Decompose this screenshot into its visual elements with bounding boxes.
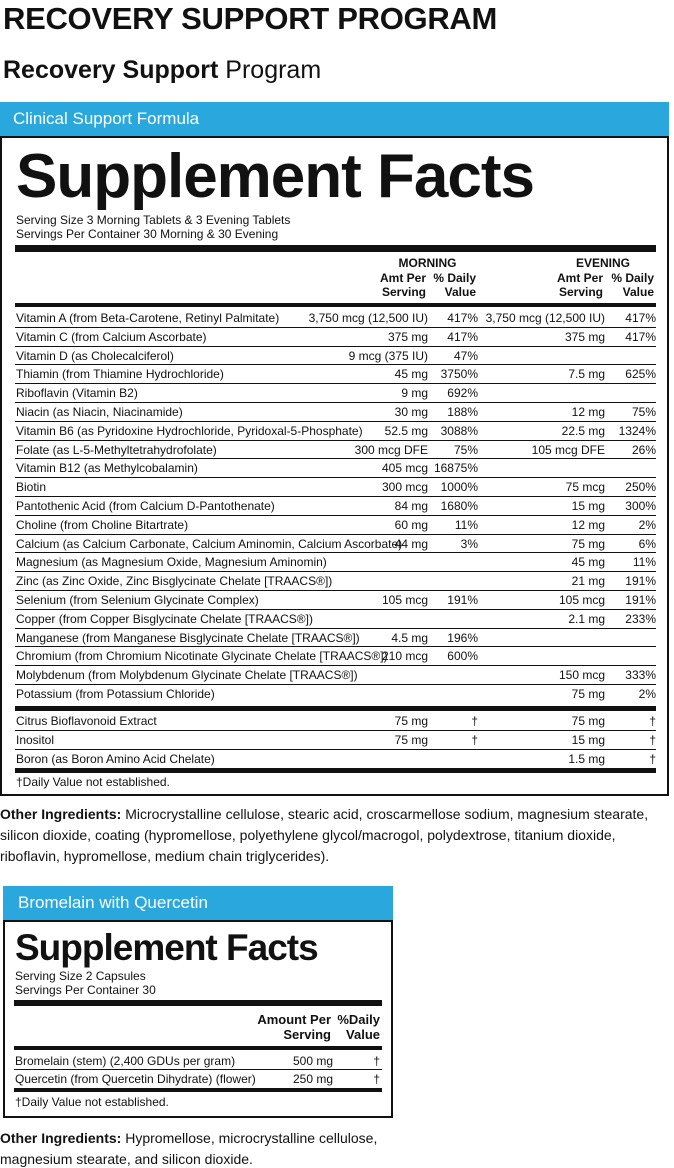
table-row [15, 591, 656, 610]
nutrient-name: Folate (as L-5-Methyltetrahydrofolate) [16, 442, 217, 457]
header-rule-2 [14, 1046, 382, 1050]
nutrient-name: Boron (as Boron Amino Acid Chelate) [16, 751, 215, 766]
evening-daily-value: 300% [625, 499, 656, 513]
evening-amount: 12 mg [571, 405, 605, 419]
subtitle-bold: Recovery Support [3, 56, 219, 84]
morning-amount: 60 mg [394, 517, 428, 532]
morning-daily-value: 196% [447, 630, 478, 645]
nutrient-name: Vitamin B6 (as Pyridoxine Hydrochloride, Pyridoxal-5-Phosphate) [16, 423, 363, 438]
morning-amt-header: Amt Per Serving [379, 271, 426, 299]
nutrient-name: Vitamin D (as Cholecalciferol) [16, 348, 174, 363]
morning-daily-value: 692% [447, 386, 478, 401]
evening-amount: 75 mg [571, 714, 605, 728]
morning-daily-value: 47% [453, 348, 478, 363]
servings-per-container-2: Servings Per Container 30 [15, 983, 156, 997]
morning-daily-value: 16875% [433, 461, 478, 476]
morning-daily-value: 11% [454, 517, 478, 532]
evening-daily-value: 26% [631, 442, 656, 457]
nutrient-name: Niacin (as Niacin, Niacinamide) [16, 405, 183, 419]
evening-daily-value: 333% [625, 668, 656, 683]
morning-amount: 30 mg [394, 405, 428, 419]
nutrient-name: Citrus Bioflavonoid Extract [16, 714, 157, 728]
evening-amount: 45 mg [571, 555, 605, 570]
other-ingredients-text: Microcrystalline cellulose, stearic acid, croscarmellose sodium, magnesium stearate, silicon dioxide, coating (hypromellose, polyethylene glycol/macrogol, polydextrose, titanium dioxide, riboflavin, hypromellose, medium chain triglycerides). [0, 806, 649, 864]
morning-amount: 3,750 mcg (12,500 IU) [308, 311, 428, 325]
morning-amount: 210 mcg [381, 649, 428, 664]
table-row [15, 347, 656, 366]
evening-daily-value: † [649, 732, 656, 747]
morning-amount: 52.5 mg [384, 423, 428, 438]
section-rule [15, 706, 656, 711]
morning-amount: 300 mcg DFE [354, 442, 428, 457]
table-row [15, 666, 656, 685]
table-row [15, 731, 656, 750]
morning-amount: 4.5 mg [391, 630, 428, 645]
morning-amount: 405 mcg [381, 461, 428, 476]
evening-daily-value: 6% [638, 536, 656, 551]
supplement-facts-heading: Supplement Facts [16, 142, 534, 211]
evening-daily-value: 191% [625, 574, 656, 589]
evening-daily-value: 625% [625, 367, 656, 382]
morning-daily-value: † [471, 714, 478, 728]
morning-daily-value: 600% [447, 649, 478, 664]
tab-clinical-support-formula: Clinical Support Formula [0, 102, 669, 136]
nutrient-name: Molybdenum (from Molybdenum Glycinate Chelate [TRAACS®]) [16, 668, 358, 683]
table-row [15, 535, 656, 554]
other-ingredients-2 [0, 1128, 420, 1168]
morning-amount: 45 mg [394, 367, 428, 382]
table-row [15, 750, 656, 769]
evening-daily-value: † [649, 751, 656, 766]
evening-daily-value: † [649, 714, 656, 728]
morning-amount: 44 mg [394, 536, 428, 551]
morning-daily-value: 188% [447, 405, 478, 419]
thick-rule [15, 245, 656, 252]
evening-daily-value: 417% [625, 329, 656, 344]
evening-daily-value: 11% [632, 555, 656, 570]
nutrient-name: Manganese (from Manganese Bisglycinate Chelate [TRAACS®]) [16, 630, 360, 645]
table-row [15, 610, 656, 629]
morning-daily-value: † [471, 732, 478, 747]
nutrient-name: Vitamin A (from Beta-Carotene, Retinyl Palmitate) [16, 311, 280, 325]
ingredient-name: Quercetin (from Quercetin Dihydrate) (flower) [15, 1072, 256, 1086]
morning-amount: 105 mcg [381, 593, 428, 607]
supplement-facts-panel-2 [3, 920, 393, 1118]
table-row [15, 647, 656, 666]
table-row [15, 328, 656, 347]
nutrient-name: Inositol [16, 732, 55, 747]
evening-amount: 75 mg [571, 536, 605, 551]
evening-amount: 22.5 mg [561, 423, 605, 438]
table-row [15, 497, 656, 516]
nutrient-name: Vitamin C (from Calcium Ascorbate) [16, 329, 207, 344]
evening-label: EVENING [575, 256, 630, 270]
evening-amount: 3,750 mcg (12,500 IU) [485, 311, 605, 325]
bottom-rule [15, 768, 656, 773]
morning-dv-header: % Daily Value [433, 271, 476, 299]
ingredient-daily-value: † [373, 1054, 380, 1068]
evening-amount: 105 mcg [558, 593, 605, 607]
nutrient-name: Choline (from Choline Bitartrate) [16, 517, 189, 532]
morning-daily-value: 417% [447, 329, 478, 344]
footnote-2: †Daily Value not established. [15, 1095, 169, 1109]
supplement-facts-panel-1 [0, 136, 669, 796]
dv-header-2: %Daily Value [337, 1012, 380, 1042]
morning-amount: 375 mg [387, 329, 428, 344]
morning-amount: 84 mg [394, 499, 428, 513]
supplement-facts-heading-2: Supplement Facts [15, 927, 318, 968]
nutrient-name: Pantothenic Acid (from Calcium D-Pantothenate) [16, 499, 275, 513]
table-row [15, 478, 656, 497]
evening-daily-value: 75% [631, 405, 656, 419]
morning-amount: 300 mcg [381, 480, 428, 495]
evening-amount: 75 mg [571, 687, 605, 701]
nutrient-name: Potassium (from Potassium Chloride) [16, 687, 215, 701]
table-row [15, 685, 656, 704]
other-ingredients-text-2: Hypromellose, microcrystalline cellulose, magnesium stearate, and silicon dioxide. [0, 1130, 378, 1167]
evening-daily-value: 250% [625, 480, 656, 495]
morning-label: MORNING [398, 256, 457, 270]
evening-amount: 15 mg [571, 499, 605, 513]
tab-bromelain-with-quercetin: Bromelain with Quercetin [3, 886, 393, 920]
bottom-rule-2 [14, 1088, 382, 1092]
evening-amount: 375 mg [564, 329, 605, 344]
subtitle-regular: Program [225, 56, 322, 84]
evening-amount: 150 mcg [558, 668, 605, 683]
evening-amount: 105 mcg DFE [531, 442, 605, 457]
table-row [15, 712, 656, 731]
morning-daily-value: 3750% [440, 367, 478, 382]
table-row [15, 572, 656, 591]
header-rule [15, 303, 656, 307]
morning-amount: 9 mg [401, 386, 428, 401]
evening-amount: 7.5 mg [568, 367, 605, 382]
evening-amount: 2.1 mg [568, 611, 605, 626]
morning-amount: 9 mcg (375 IU) [348, 348, 428, 363]
morning-amount: 75 mg [394, 714, 428, 728]
table-row [15, 422, 656, 441]
table-row [15, 384, 656, 403]
evening-amount: 21 mg [571, 574, 605, 589]
other-ingredients-label-2: Other Ingredients: [0, 1130, 122, 1146]
nutrient-name: Calcium (as Calcium Carbonate, Calcium Aminomin, Calcium Ascorbate) [16, 536, 403, 551]
morning-daily-value: 1680% [440, 499, 478, 513]
morning-daily-value: 191% [447, 593, 478, 607]
evening-amount: 75 mcg [565, 480, 605, 495]
serving-size: Serving Size 3 Morning Tablets & 3 Evening Tablets [16, 213, 291, 227]
page-subtitle [3, 54, 321, 86]
table-row [15, 459, 656, 478]
ingredient-name: Bromelain (stem) (2,400 GDUs per gram) [15, 1054, 236, 1068]
other-ingredients-1 [0, 804, 660, 867]
evening-dv-header: % Daily Value [611, 271, 654, 299]
morning-daily-value: 3% [460, 536, 478, 551]
morning-daily-value: 75% [453, 442, 478, 457]
nutrient-name: Copper (from Copper Bisglycinate Chelate [TRAACS®]) [16, 611, 313, 626]
evening-amount: 12 mg [571, 517, 605, 532]
page-title: RECOVERY SUPPORT PROGRAM [3, 1, 498, 36]
ingredient-daily-value: † [373, 1072, 380, 1086]
evening-amt-header: Amt Per Serving [556, 271, 603, 299]
ingredient-amount: 250 mg [292, 1072, 333, 1086]
thick-rule-2 [14, 1000, 382, 1006]
morning-daily-value: 417% [447, 311, 478, 325]
evening-daily-value: 233% [625, 611, 656, 626]
nutrient-name: Chromium (from Chromium Nicotinate Glycinate Chelate [TRAACS®]) [16, 649, 388, 664]
nutrient-name: Magnesium (as Magnesium Oxide, Magnesium Aminomin) [16, 555, 327, 570]
nutrient-name: Vitamin B12 (as Methylcobalamin) [16, 461, 198, 476]
servings-per-container: Servings Per Container 30 Morning & 30 Evening [16, 227, 279, 241]
table-row [15, 553, 656, 572]
table-row [15, 629, 656, 648]
table-row [15, 441, 656, 460]
other-ingredients-label: Other Ingredients: [0, 806, 122, 822]
nutrient-name: Riboflavin (Vitamin B2) [16, 386, 138, 401]
footnote: †Daily Value not established. [16, 775, 170, 789]
table-row [15, 365, 656, 384]
evening-daily-value: 417% [625, 311, 656, 325]
evening-amount: 1.5 mg [568, 751, 605, 766]
morning-amount: 75 mg [394, 732, 428, 747]
serving-size-2: Serving Size 2 Capsules [15, 969, 146, 983]
nutrient-name: Zinc (as Zinc Oxide, Zinc Bisglycinate Chelate [TRAACS®]) [16, 574, 333, 589]
nutrient-name: Selenium (from Selenium Glycinate Complex) [16, 593, 259, 607]
morning-daily-value: 1000% [440, 480, 478, 495]
table-row [15, 516, 656, 535]
evening-daily-value: 2% [638, 517, 656, 532]
morning-daily-value: 3088% [440, 423, 478, 438]
evening-amount: 15 mg [571, 732, 605, 747]
table-row [15, 309, 656, 328]
ingredient-amount: 500 mg [292, 1054, 333, 1068]
evening-daily-value: 2% [638, 687, 656, 701]
table-row [15, 403, 656, 422]
table-row [14, 1070, 382, 1089]
evening-daily-value: 1324% [618, 423, 656, 438]
evening-daily-value: 191% [625, 593, 656, 607]
amount-header-2: Amount Per Serving [257, 1012, 331, 1042]
nutrient-name: Biotin [16, 480, 47, 495]
nutrient-name: Thiamin (from Thiamine Hydrochloride) [16, 367, 224, 382]
